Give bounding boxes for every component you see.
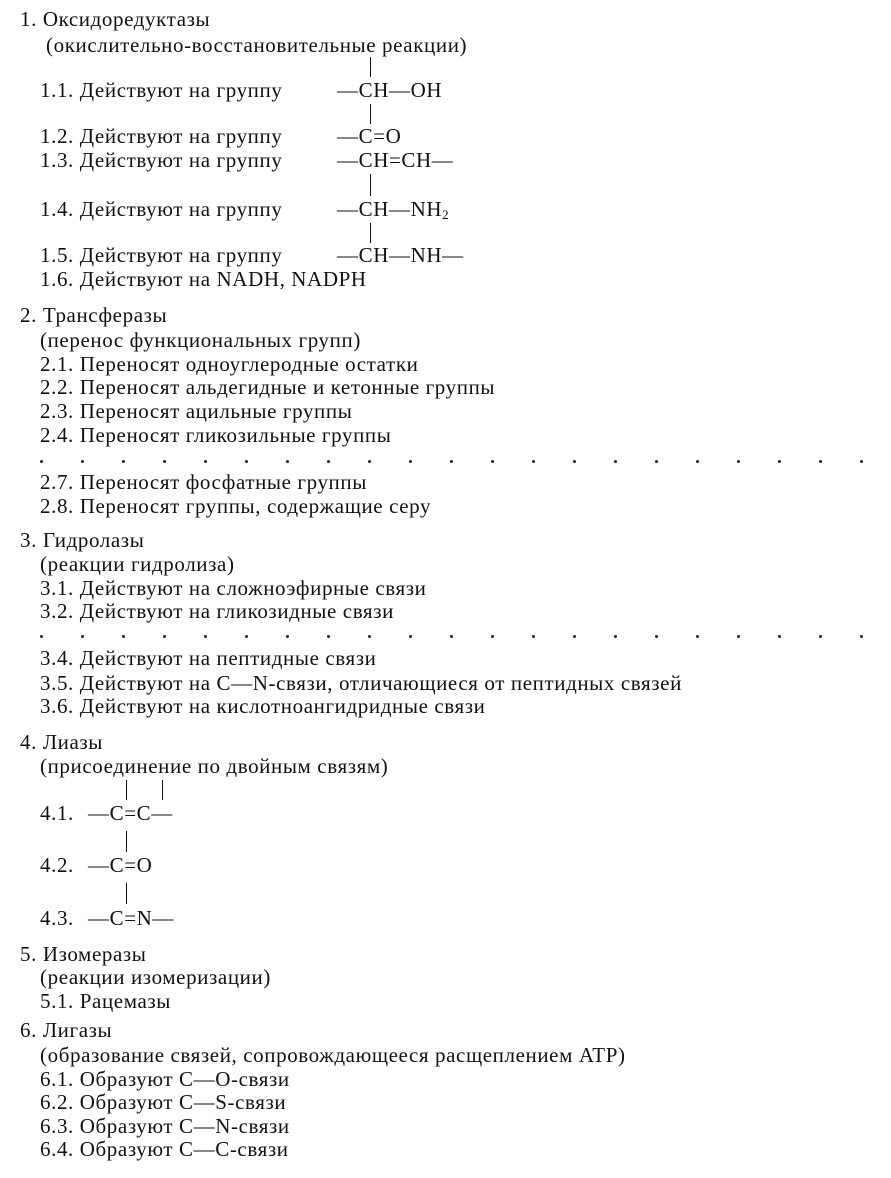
ellipsis-dot <box>450 460 453 463</box>
subclass-2-8: 2.8. Переносят группы, содержащие серу <box>40 494 432 518</box>
bond-line <box>126 883 127 904</box>
subclass-1-4 <box>40 199 282 220</box>
ellipsis-dot <box>491 460 494 463</box>
class-6-description: (образование связей, сопровождающееся расщеплением ATP) <box>40 1043 626 1067</box>
subclass-1-1 <box>40 80 282 101</box>
subclass-6-3: 6.3. Образуют C—N-связи <box>40 1114 290 1138</box>
ellipsis-dot <box>40 460 43 463</box>
ellipsis-dot <box>409 460 412 463</box>
ellipsis-dot <box>614 635 617 638</box>
ellipsis-dot <box>450 635 453 638</box>
bond-line <box>126 831 127 852</box>
bond-line <box>162 780 163 800</box>
class-6-title <box>20 1020 112 1041</box>
subclass-3-2: 3.2. Действуют на гликозидные связи <box>40 599 394 623</box>
bond-line <box>370 223 371 243</box>
subclass-1-3 <box>40 150 282 171</box>
subclass-2-1: 2.1. Переносят одноуглеродные остатки <box>40 352 419 376</box>
ellipsis-dot <box>204 460 207 463</box>
formula-4-3: —C=N— <box>88 906 175 930</box>
class-number: 1. <box>20 7 37 31</box>
subclass-6-1: 6.1. Образуют C—O-связи <box>40 1067 290 1091</box>
ellipsis-dot <box>163 635 166 638</box>
ellipsis-dot <box>573 460 576 463</box>
class-1-description: (окислительно-восстановительные реакции) <box>46 33 468 57</box>
subclass-label: 1.5. Действуют на группу <box>40 243 283 267</box>
ellipsis-dot <box>491 635 494 638</box>
ellipsis-dot <box>737 635 740 638</box>
subclass-2-7: 2.7. Переносят фосфатные группы <box>40 470 367 494</box>
class-2-title <box>20 305 167 326</box>
ellipsis-dot <box>655 460 658 463</box>
subclass-1-2 <box>40 126 282 147</box>
subclass-label: 1.6. Действуют на NADH, NADPH <box>40 267 367 291</box>
subclass-3-5: 3.5. Действуют на C—N-связи, отличающиеся от пептидных связей <box>40 671 682 695</box>
bond-line <box>370 57 371 77</box>
subclass-2-2: 2.2. Переносят альдегидные и кетонные группы <box>40 375 496 399</box>
ellipsis-dot <box>696 635 699 638</box>
class-3-description: (реакции гидролиза) <box>40 552 235 576</box>
ellipsis-dot <box>532 460 535 463</box>
class-number: 6. <box>20 1018 37 1042</box>
class-2-description: (перенос функциональных групп) <box>40 328 361 352</box>
formula-1-3: —CH=CH— <box>337 148 454 172</box>
formula-4-1: —C=C— <box>88 801 173 825</box>
subclass-label: 1.3. Действуют на группу <box>40 148 283 172</box>
ellipsis-dot <box>81 460 84 463</box>
bond-line <box>126 780 127 800</box>
ellipsis-dot <box>778 460 781 463</box>
ellipsis-dot <box>368 460 371 463</box>
subclass-5-1: 5.1. Рацемазы <box>40 989 171 1013</box>
ellipsis-dot <box>737 460 740 463</box>
ellipsis-dot <box>368 635 371 638</box>
subclass-4-3-label: 4.3. <box>40 906 74 930</box>
ellipsis-dot <box>819 460 822 463</box>
class-3-title <box>20 530 144 551</box>
ellipsis-dot <box>327 635 330 638</box>
subclass-4-2-label: 4.2. <box>40 853 74 877</box>
ellipsis-dot <box>655 635 658 638</box>
ellipsis-dot <box>204 635 207 638</box>
class-1-title <box>20 9 210 30</box>
formula-4-2: —C=O <box>88 853 153 877</box>
class-name: Лигазы <box>42 1018 113 1042</box>
subclass-label: 1.2. Действуют на группу <box>40 124 283 148</box>
ellipsis-dot <box>81 635 84 638</box>
subclass-label: 1.4. Действуют на группу <box>40 197 283 221</box>
ellipsis-dot <box>286 460 289 463</box>
class-number: 4. <box>20 730 37 754</box>
subclass-3-6: 3.6. Действуют на кислотноангидридные связи <box>40 694 486 718</box>
class-name: Лиазы <box>42 730 104 754</box>
ellipsis-dot <box>40 635 43 638</box>
class-number: 2. <box>20 303 37 327</box>
class-name: Изомеразы <box>42 942 147 966</box>
ellipsis-dot <box>819 635 822 638</box>
ellipsis-dot <box>122 635 125 638</box>
ellipsis-dot <box>696 460 699 463</box>
subclass-3-1: 3.1. Действуют на сложноэфирные связи <box>40 576 427 600</box>
class-number: 5. <box>20 942 37 966</box>
subclass-4-1-label: 4.1. <box>40 801 74 825</box>
formula-1-1: —CH—OH <box>337 78 443 102</box>
ellipsis-dot <box>778 635 781 638</box>
formula-1-4: $—CH—NH_2$ <box>337 197 450 222</box>
ellipsis-dot <box>409 635 412 638</box>
ellipsis-dot <box>614 460 617 463</box>
subclass-1-6 <box>40 269 367 290</box>
formula-1-2: —C=O <box>337 124 402 148</box>
ellipsis-dot <box>327 460 330 463</box>
ellipsis-dot <box>286 635 289 638</box>
bond-line <box>370 174 371 196</box>
formula-1-5: —CH—NH— <box>337 243 464 267</box>
class-4-description: (присоединение по двойным связям) <box>40 754 389 778</box>
ellipsis-dot <box>245 635 248 638</box>
subclass-6-2: 6.2. Образуют C—S-связи <box>40 1090 287 1114</box>
class-name: Гидролазы <box>42 528 145 552</box>
class-name: Оксидоредуктазы <box>42 7 211 31</box>
ellipsis-dot <box>163 460 166 463</box>
class-name: Трансферазы <box>42 303 168 327</box>
ellipsis-dot <box>122 460 125 463</box>
subclass-3-4: 3.4. Действуют на пептидные связи <box>40 646 377 670</box>
ellipsis-dot <box>573 635 576 638</box>
subclass-2-3: 2.3. Переносят ацильные группы <box>40 399 353 423</box>
subclass-6-4: 6.4. Образуют C—C-связи <box>40 1137 289 1161</box>
subclass-2-4: 2.4. Переносят гликозильные группы <box>40 423 392 447</box>
class-5-description: (реакции изомеризации) <box>40 965 271 989</box>
subclass-1-5 <box>40 245 282 266</box>
subclass-label: 1.1. Действуют на группу <box>40 78 283 102</box>
class-number: 3. <box>20 528 37 552</box>
class-4-title <box>20 732 103 753</box>
ellipsis-dot <box>860 460 863 463</box>
bond-line <box>370 104 371 124</box>
class-5-title <box>20 944 147 965</box>
ellipsis-dot <box>245 460 248 463</box>
ellipsis-dot <box>860 635 863 638</box>
ellipsis-dot <box>532 635 535 638</box>
